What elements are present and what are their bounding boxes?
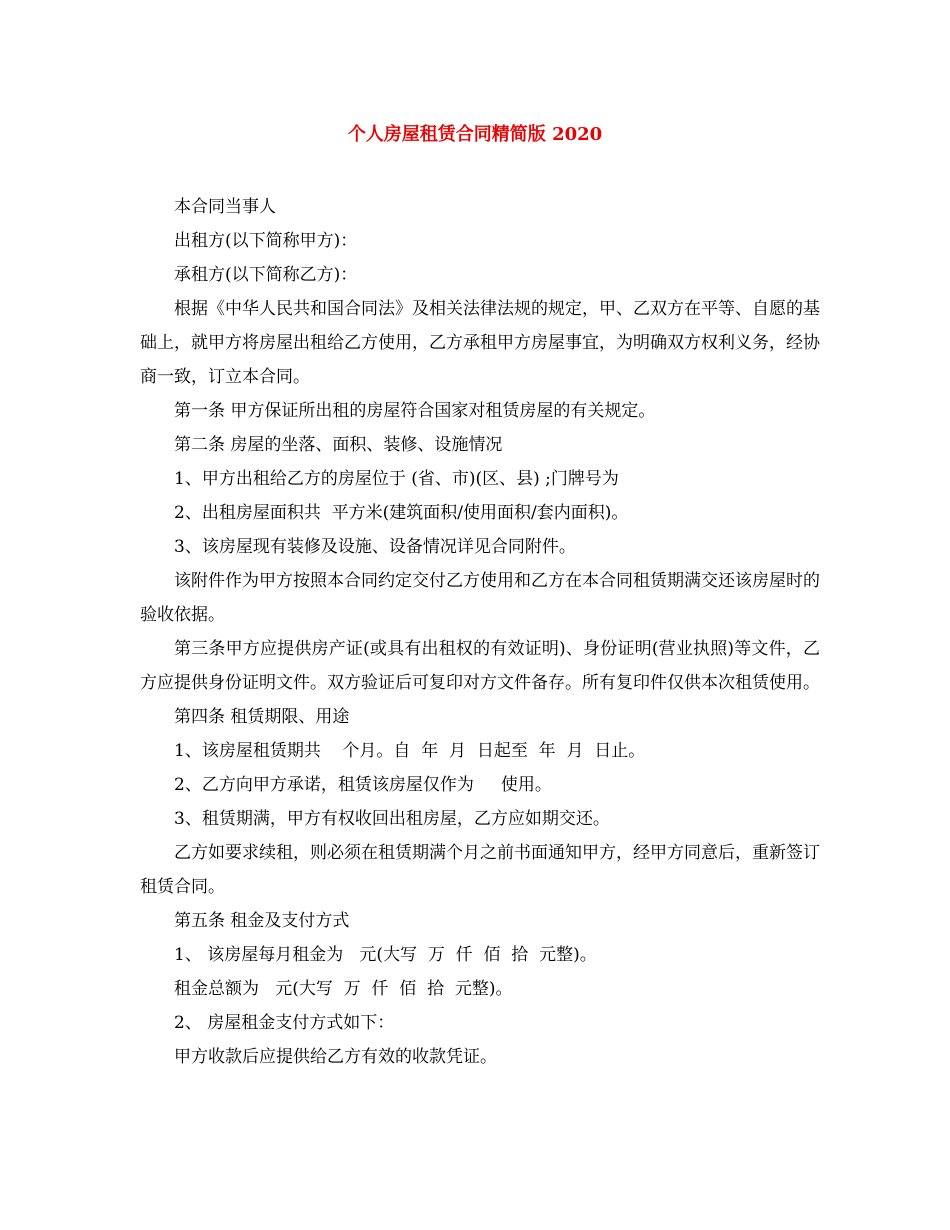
- paragraph-article-4: 第四条 租赁期限、用途: [174, 707, 350, 727]
- paragraph-receipt: 甲方收款后应提供给乙方有效的收款凭证。: [174, 1047, 497, 1067]
- paragraph-article-4-item-2: 2、乙方向甲方承诺，租赁该房屋仅作为 使用。: [174, 775, 552, 795]
- paragraph-lessor: 出租方(以下简称甲方)：: [174, 231, 358, 251]
- paragraph-article-1: 第一条 甲方保证所出租的房屋符合国家对租赁房屋的有关规定。: [174, 401, 656, 421]
- paragraph-article-5: 第五条 租金及支付方式: [174, 911, 350, 931]
- paragraph-renewal: 乙方如要求续租，则必须在租赁期满个月之前书面通知甲方，经甲方同意后，重新签订租赁合同。: [140, 843, 820, 897]
- paragraph-lessee: 承租方(以下简称乙方)：: [174, 265, 358, 285]
- paragraph-annex-note: 该附件作为甲方按照本合同约定交付乙方使用和乙方在本合同租赁期满交还该房屋时的验收依据。: [140, 571, 820, 625]
- document-title: 个人房屋租赁合同精简版 2020: [347, 124, 603, 145]
- paragraph-total-rent: 租金总额为 元(大写 万 仟 佰 拾 元整)。: [174, 979, 513, 999]
- paragraph-article-4-item-1: 1、该房屋租赁期共 个月。自 年 月 日起至 年 月 日止。: [174, 741, 646, 761]
- paragraph-article-2-item-3: 3、该房屋现有装修及设施、设备情况详见合同附件。: [174, 537, 576, 557]
- paragraph-article-5-item-1: 1、 该房屋每月租金为 元(大写 万 仟 佰 拾 元整)。: [174, 945, 597, 965]
- paragraph-article-3: 第三条甲方应提供房产证(或具有出租权的有效证明)、身份证明(营业执照)等文件，乙方应提供身份证明文件。双方验证后可复印对方文件备存。所有复印件仅供本次租赁使用。: [140, 639, 820, 693]
- paragraph-parties: 本合同当事人: [174, 197, 276, 217]
- paragraph-article-4-item-3: 3、租赁期满，甲方有权收回出租房屋，乙方应如期交还。: [174, 809, 610, 829]
- paragraph-article-2-item-1: 1、甲方出租给乙方的房屋位于 (省、市)(区、县) ;门牌号为: [174, 469, 619, 489]
- paragraph-preamble: 根据《中华人民共和国合同法》及相关法律法规的规定，甲、乙双方在平等、自愿的基础上，就甲方将房屋出租给乙方使用，乙方承租甲方房屋事宜，为明确双方权利义务，经协商一致，订立本合同。: [140, 299, 820, 387]
- paragraph-article-2: 第二条 房屋的坐落、面积、装修、设施情况: [174, 435, 503, 455]
- document-body: [140, 190, 820, 1074]
- paragraph-article-2-item-2: 2、出租房屋面积共 平方米(建筑面积/使用面积/套内面积)。: [174, 503, 629, 523]
- paragraph-article-5-item-2: 2、 房屋租金支付方式如下：: [174, 1013, 395, 1033]
